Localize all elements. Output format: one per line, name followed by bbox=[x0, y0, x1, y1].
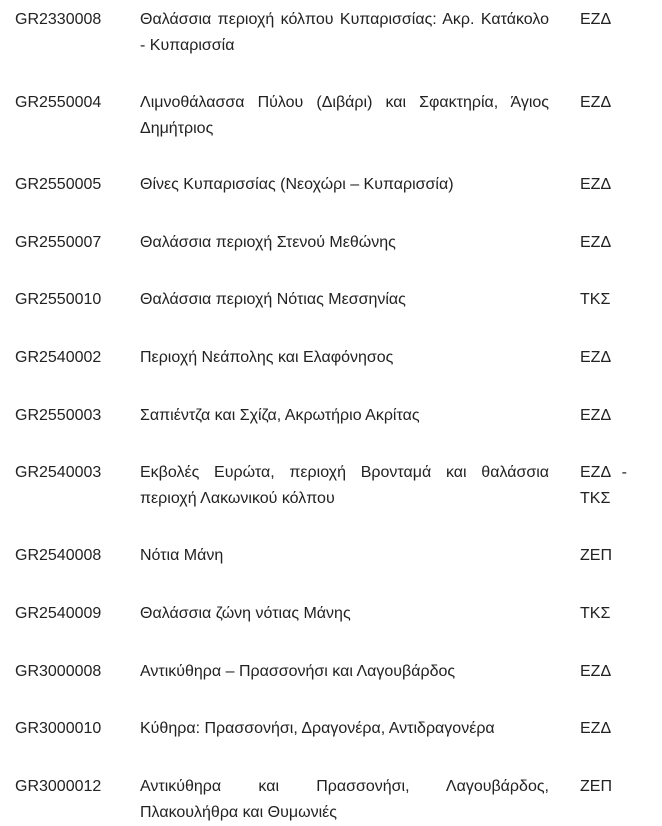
site-code: GR2550004 bbox=[15, 94, 102, 111]
site-type: ΕΖΔ bbox=[580, 234, 612, 251]
site-type: ΤΚΣ bbox=[580, 291, 611, 308]
site-code: GR2540009 bbox=[15, 605, 102, 622]
site-type: ΕΖΔ bbox=[580, 349, 612, 366]
site-code: GR2540008 bbox=[15, 547, 102, 564]
site-code: GR2330008 bbox=[15, 11, 102, 28]
site-code: GR2550005 bbox=[15, 176, 102, 193]
site-name: Αντικύθηρα και Πρασσονήσι, Λαγουβάρδος, Πλακουλήθρα και Θυμωνιές bbox=[140, 778, 549, 821]
site-name: Θαλάσσια περιοχή Στενού Μεθώνης bbox=[140, 234, 396, 251]
site-type: ΕΖΔ bbox=[580, 663, 612, 680]
site-type: ΤΚΣ bbox=[580, 605, 611, 622]
site-name: Λιμνοθάλασσα Πύλου (Διβάρι) και Σφακτηρία, Άγιος Δημήτριος bbox=[140, 94, 549, 137]
site-name: Θίνες Κυπαρισσίας (Νεοχώρι – Κυπαρισσία) bbox=[140, 176, 454, 193]
site-type: ΖΕΠ bbox=[580, 547, 612, 564]
site-name: Θαλάσσια περιοχή Νότιας Μεσσηνίας bbox=[140, 291, 406, 308]
site-name: Περιοχή Νεάπολης και Ελαφόνησος bbox=[140, 349, 394, 366]
site-type: ΕΖΔ bbox=[580, 407, 612, 424]
site-name: Αντικύθηρα – Πρασσονήσι και Λαγουβάρδος bbox=[140, 663, 456, 680]
site-type: ΕΖΔ bbox=[580, 94, 612, 111]
site-code: GR3000008 bbox=[15, 663, 102, 680]
site-type: ΕΖΔ bbox=[580, 720, 612, 737]
site-type: ΕΖΔ bbox=[580, 176, 612, 193]
site-name: Θαλάσσια περιοχή κόλπου Κυπαρισσίας: Ακρ. Κατάκολο - Κυπαρισσία bbox=[140, 11, 549, 54]
site-type: ΖΕΠ bbox=[580, 778, 612, 795]
site-code: GR3000010 bbox=[15, 720, 102, 737]
site-code: GR2550010 bbox=[15, 291, 102, 308]
site-name: Νότια Μάνη bbox=[140, 547, 224, 564]
site-name: Κύθηρα: Πρασσονήσι, Δραγονέρα, Αντιδραγονέρα bbox=[140, 720, 495, 737]
site-code: GR2550003 bbox=[15, 407, 102, 424]
site-code: GR3000012 bbox=[15, 778, 102, 795]
site-type: ΕΖΔ - ΤΚΣ bbox=[580, 464, 627, 507]
site-name: Θαλάσσια ζώνη νότιας Μάνης bbox=[140, 605, 351, 622]
site-code: GR2540002 bbox=[15, 349, 102, 366]
site-name: Εκβολές Ευρώτα, περιοχή Βρονταμά και θαλάσσια περιοχή Λακωνικού κόλπου bbox=[140, 464, 549, 507]
site-name: Σαπιέντζα και Σχίζα, Ακρωτήριο Ακρίτας bbox=[140, 407, 420, 424]
site-code: GR2550007 bbox=[15, 234, 102, 251]
site-type: ΕΖΔ bbox=[580, 11, 612, 28]
site-code: GR2540003 bbox=[15, 464, 102, 481]
